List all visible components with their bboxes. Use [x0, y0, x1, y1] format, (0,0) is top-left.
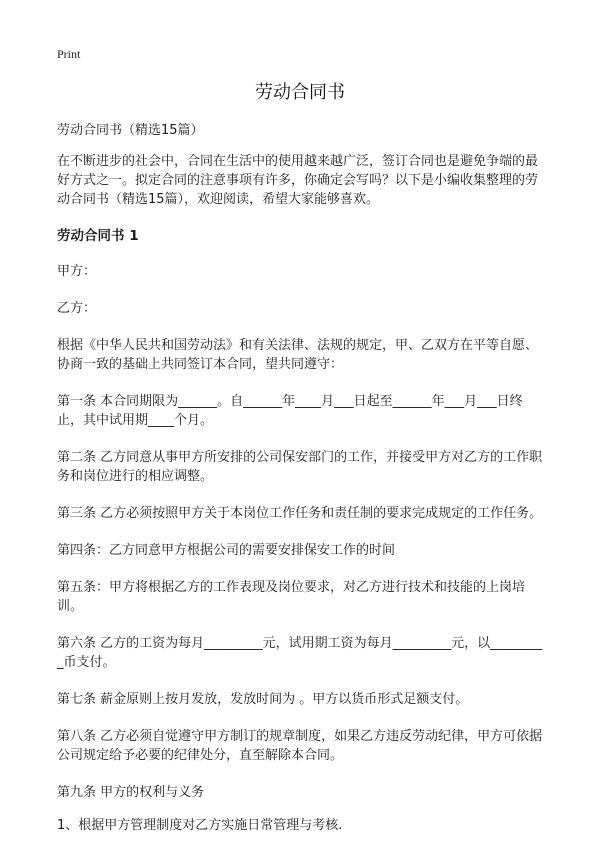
party-a-line: 甲方：: [57, 264, 97, 279]
list-item-1: 1、根据甲方管理制度对乙方实施日常管理与考核.: [57, 818, 343, 833]
clause-8: 第八条 乙方必须自觉遵守甲方制订的规章制度，如果乙方违反劳动纪律，甲方可依据公司规定给予必要的纪律处分，直至解除本合同。: [57, 729, 543, 763]
clause-5: 第五条：甲方将根据乙方的工作表现及岗位要求，对乙方进行技术和技能的上岗培训。: [57, 580, 526, 614]
preamble-paragraph: 根据《中华人民共和国劳动法》和有关法律、法规的规定，甲、乙双方在平等自愿、协商一致的基础上共同签订本合同，望共同遵守：: [57, 338, 539, 372]
intro-paragraph: 在不断进步的社会中，合同在生活中的使用越来越广泛，签订合同也是避免争端的最好方式之一。拟定合同的注意事项有许多，你确定会写吗？以下是小编收集整理的劳动合同书（精选15篇），欢迎阅读，希望大家能够喜欢。: [57, 154, 539, 207]
party-b-line: 乙方：: [57, 301, 97, 316]
clause-2: 第二条 乙方同意从事甲方所安排的公司保安部门的工作，并接受甲方对乙方的工作职务和岗位进行的相应调整。: [57, 450, 543, 484]
clause-6: 第六条 乙方的工资为每月_________元，试用期工资为每月_________元，以_________币支付。: [57, 636, 543, 670]
clause-7: 第七条 薪金原则上按月发放，发放时间为 。甲方以货币形式足额支付。: [57, 692, 469, 707]
page-title: 劳动合同书: [255, 82, 345, 103]
clause-4: 第四条：乙方同意甲方根据公司的需要安排保安工作的时间: [57, 543, 396, 558]
print-link[interactable]: Print: [57, 47, 81, 61]
clause-3: 第三条 乙方必须按照甲方关于本岗位工作任务和责任制的要求完成规定的工作任务。: [57, 506, 543, 521]
document-subtitle: 劳动合同书（精选15篇）: [57, 123, 204, 138]
clause-1: 第一条 本合同期限为______。自______年____月___日起至______年___月___日终止，其中试用期____个月。: [57, 394, 523, 428]
document-body: [57, 121, 545, 853]
clause-9: 第九条 甲方的权利与义务: [57, 785, 205, 800]
section-heading: 劳动合同书 1: [57, 228, 139, 244]
